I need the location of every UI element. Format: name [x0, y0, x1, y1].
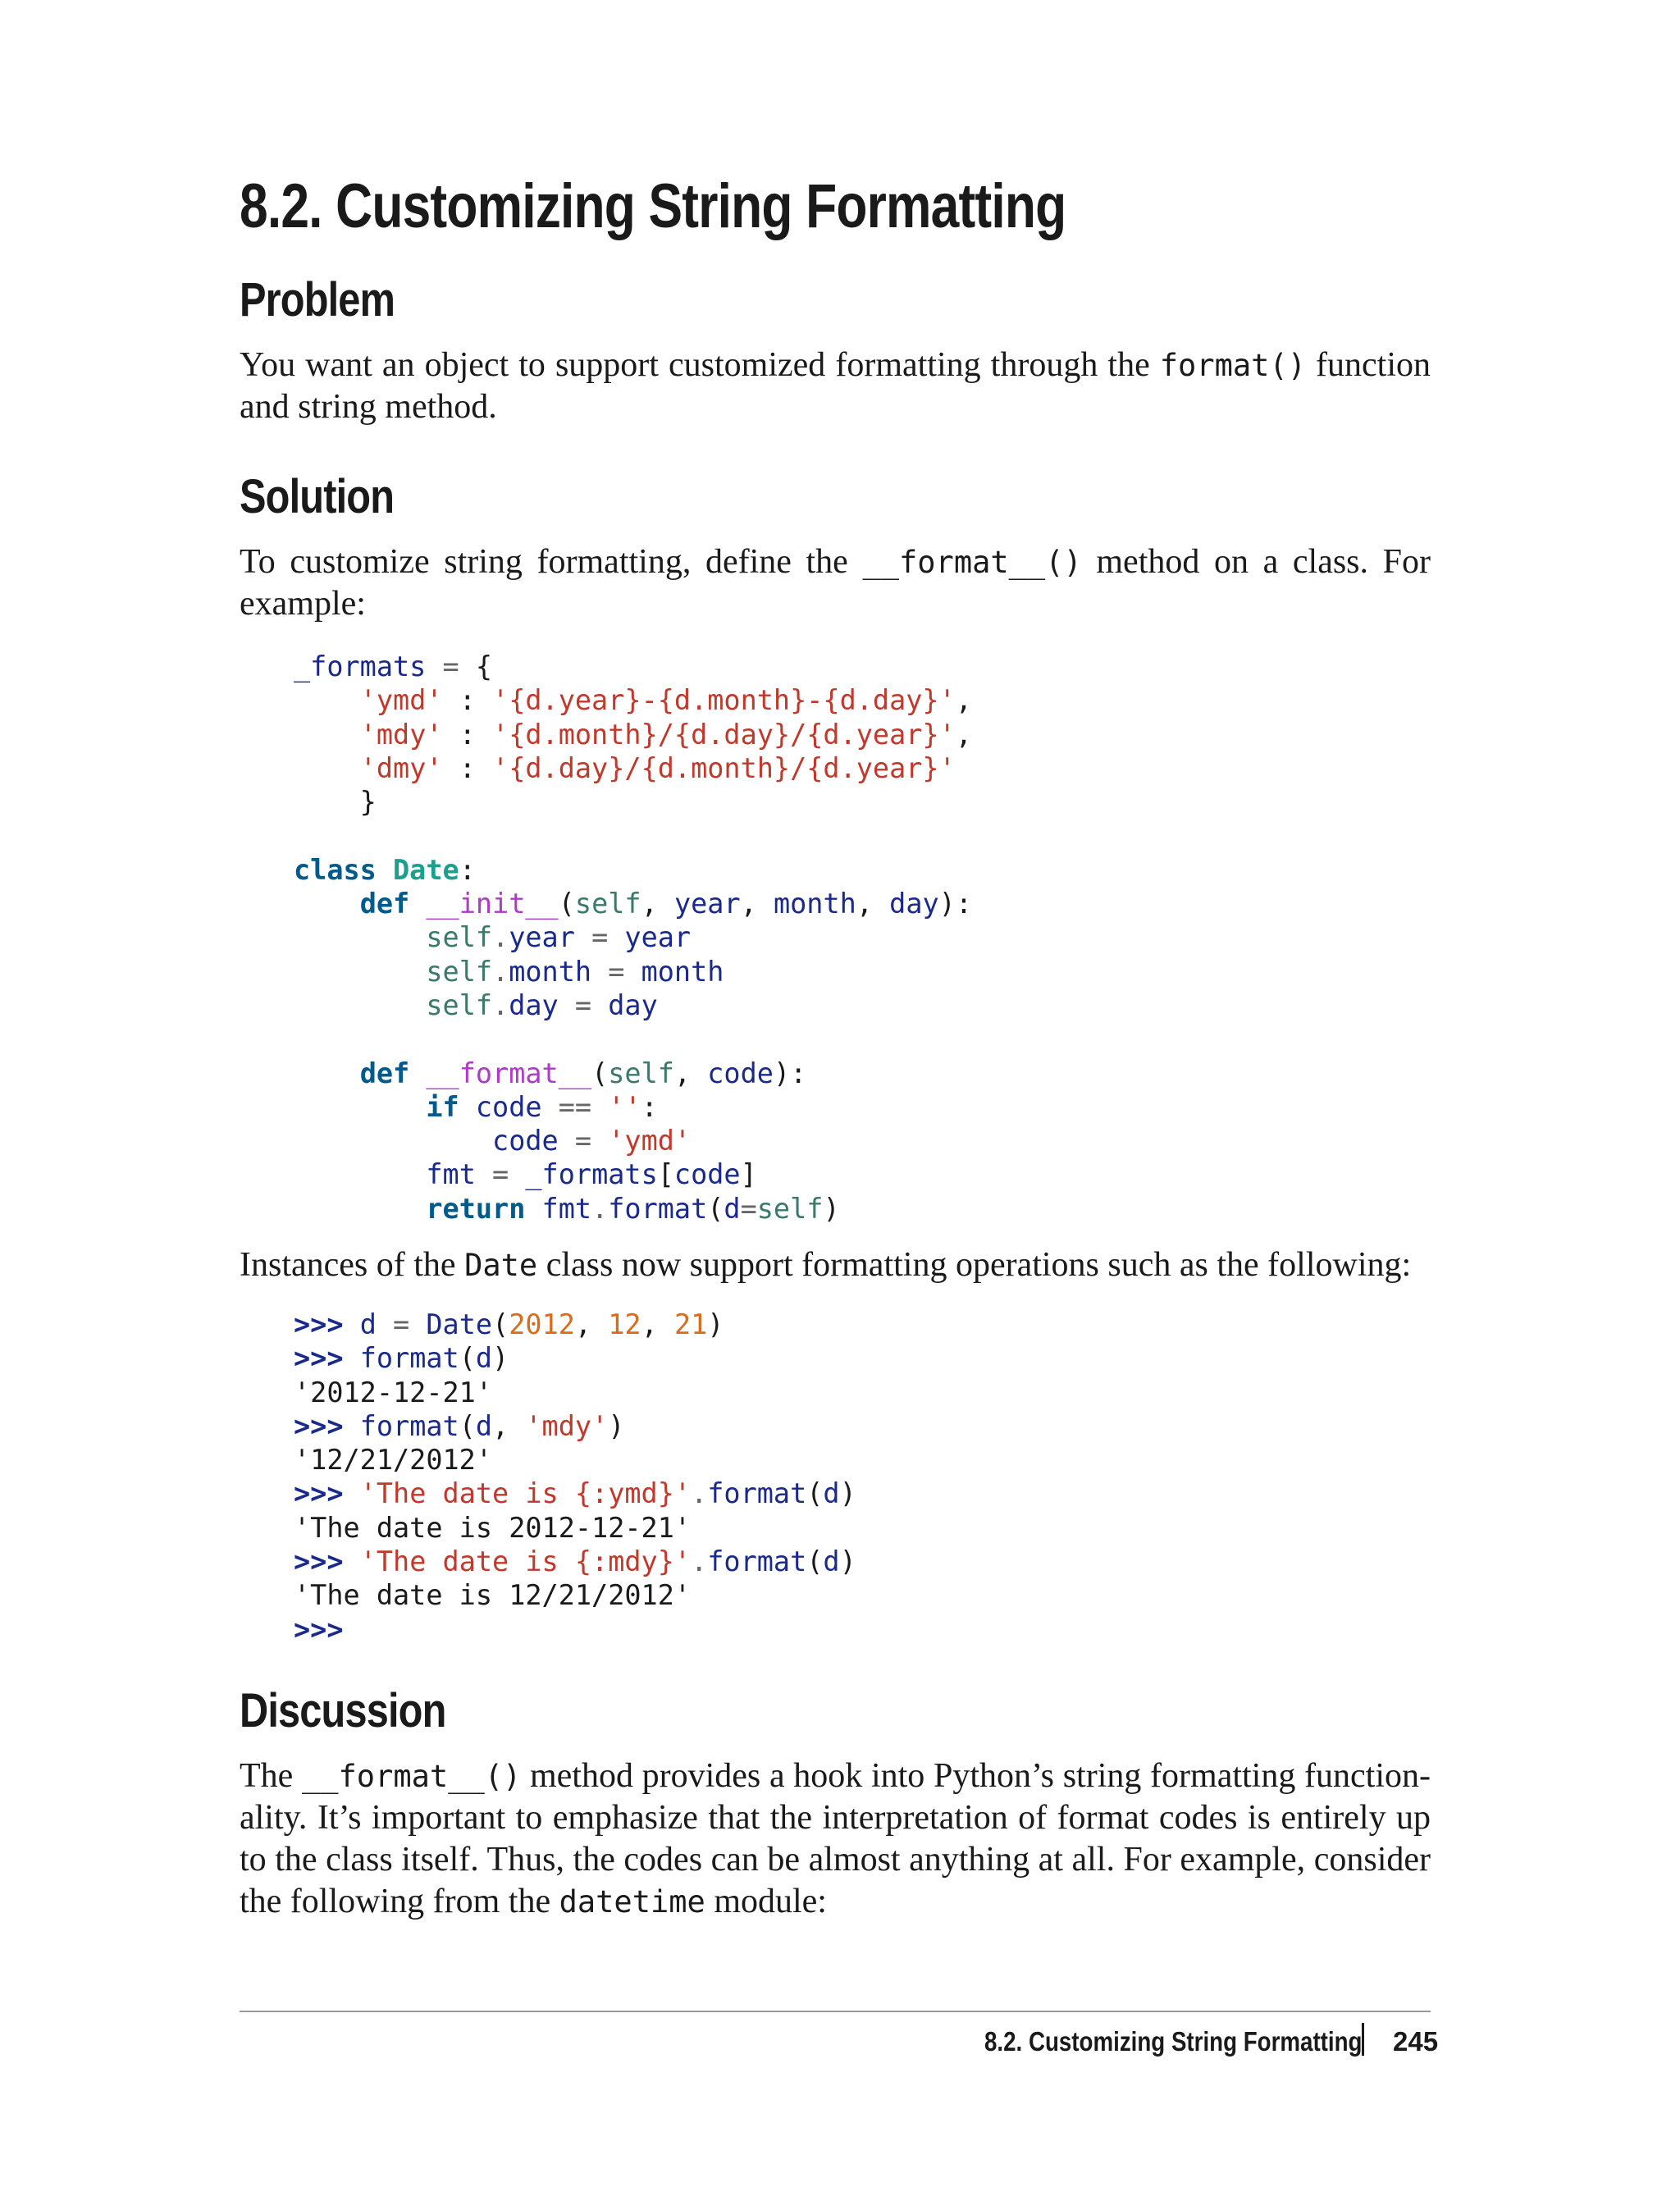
code-line: >>> 'The date is {:ymd}'.format(d) [294, 1477, 856, 1510]
code-line: '2012-12-21' [294, 1376, 493, 1408]
code-line: self.day = day [426, 988, 658, 1021]
code-line: def __format__(self, code): [359, 1057, 807, 1089]
discussion-part1: The [240, 1757, 302, 1795]
code-line: >>> d = Date(2012, 12, 21) [294, 1308, 724, 1340]
code-line: >>> format(d) [294, 1342, 509, 1375]
code-line: >>> [294, 1613, 344, 1646]
code-line: >>> 'The date is {:mdy}'.format(d) [294, 1545, 856, 1578]
code-block-date-class [294, 650, 972, 1226]
footer-rule [240, 2011, 1431, 2012]
discussion-paragraph [240, 1755, 1431, 1923]
discussion-heading: Discussion [240, 1684, 446, 1737]
code-line: '12/21/2012' [294, 1444, 493, 1477]
code-block-interactive-session [294, 1308, 856, 1646]
code-line: 'The date is 12/21/2012' [294, 1579, 692, 1612]
problem-text-before: You want an object to support customized formatting through the [240, 346, 1160, 384]
solution-paragraph [240, 541, 1431, 625]
solution-heading: Solution [240, 470, 395, 523]
code-line: } [294, 786, 377, 819]
problem-code: format() [1159, 348, 1306, 383]
code-line: _formats = { [294, 651, 493, 682]
code-line: return fmt.format(d=self) [426, 1192, 840, 1225]
code-line: self.month = month [426, 955, 724, 988]
code-line: 'mdy' : '{d.month}/{d.day}/{d.year}', [359, 718, 972, 751]
code-line [294, 1022, 972, 1056]
section-title: 8.2. Customizing String Formatting [240, 171, 1066, 241]
instances-paragraph [240, 1244, 1431, 1286]
code-line: self.year = year [426, 921, 692, 954]
code-line: class Date: [294, 853, 476, 886]
code-line: def __init__(self, year, month, day): [359, 888, 973, 920]
code-line: 'The date is 2012-12-21' [294, 1511, 692, 1544]
solution-text-before: To customize string formatting, define the [240, 543, 863, 581]
code-line: >>> format(d, 'mdy') [294, 1409, 625, 1442]
problem-paragraph [240, 345, 1431, 428]
discussion-part3: module: [705, 1883, 827, 1920]
solution-text-after: method on a class. For example: [240, 543, 1431, 623]
footer-running-title: 8.2. Customizing String Formatting [984, 2026, 1363, 2057]
code-line: 'dmy' : '{d.day}/{d.month}/{d.year}' [359, 751, 956, 784]
discussion-code1: __format__() [301, 1759, 522, 1794]
problem-heading: Problem [240, 273, 395, 326]
code-line: fmt = _formats[code] [426, 1158, 757, 1191]
instances-text-before: Instances of the [240, 1246, 465, 1284]
code-line: if code == '': [426, 1090, 658, 1123]
instances-code: Date [464, 1248, 538, 1283]
code-line: 'ymd' : '{d.year}-{d.month}-{d.day}', [359, 684, 972, 717]
discussion-code2: datetime [559, 1884, 705, 1920]
page-number: 245 [1393, 2026, 1439, 2057]
code-line: code = 'ymd' [492, 1125, 692, 1157]
solution-code: __format__() [862, 545, 1082, 580]
discussion-part2: method provides a hook into Python’s string formatting functionality. It’s important to emphasize that the interpretation of format codes is entirely up to the class itself. Thus, the codes can be almost anything at all. For example, consider the following from the [240, 1757, 1431, 1920]
instances-text-after: class now support formatting operations such as the following: [537, 1246, 1412, 1284]
footer-separator [1362, 2023, 1364, 2056]
problem-text-after: function and string method. [240, 346, 1431, 426]
code-line [294, 819, 972, 852]
